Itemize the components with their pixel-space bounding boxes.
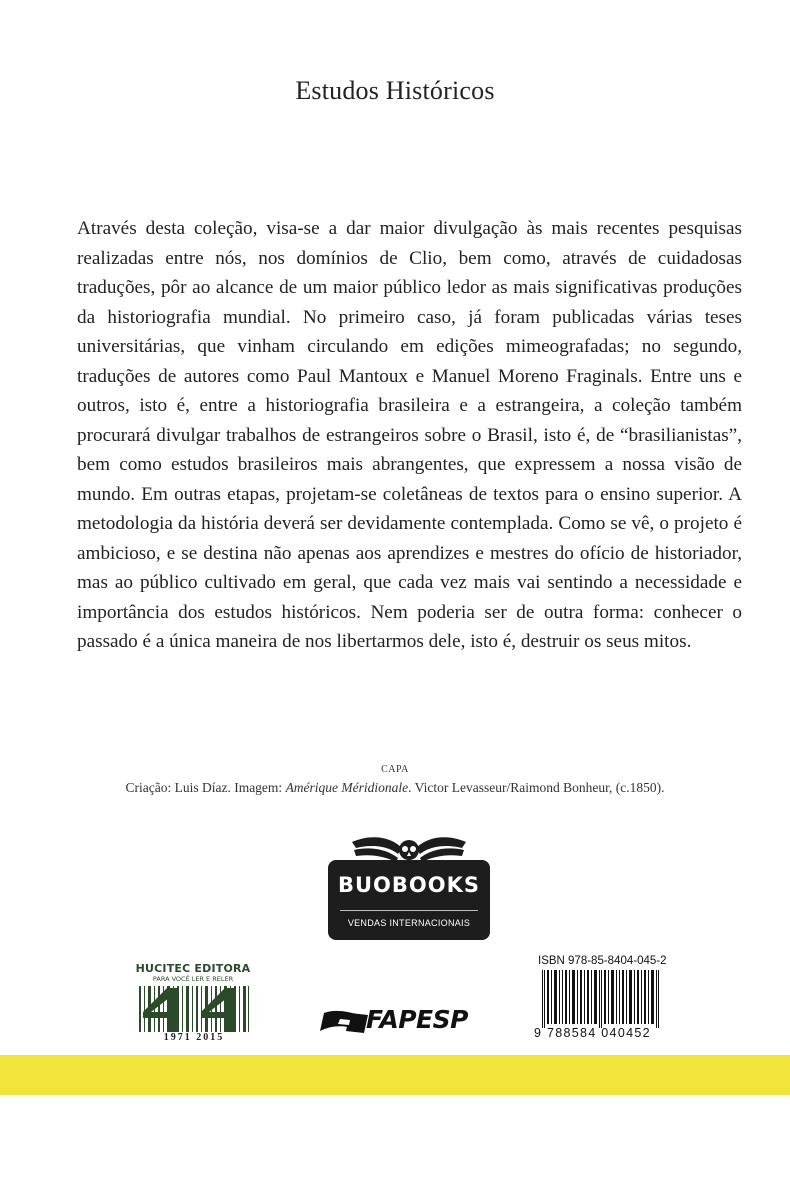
yellow-color-band (0, 1055, 790, 1095)
credits-prefix: Criação: Luis Díaz. Imagem: (125, 780, 286, 795)
isbn-barcode (534, 970, 668, 1028)
buobooks-divider (340, 910, 478, 911)
hucitec-years: 1971 2015 (163, 1032, 225, 1043)
hucitec-logo (133, 962, 253, 1042)
buobooks-badge (328, 860, 490, 940)
hucitec-name: HUCITEC EDITORA (135, 962, 251, 975)
hucitec-tagline: PARA VOCÊ LER E RELER (152, 975, 234, 983)
credits-suffix: . Victor Levasseur/Raimond Bonheur, (c.1850). (408, 780, 665, 795)
fapesp-wing-icon (320, 1009, 368, 1035)
anniversary-44-mark (137, 984, 251, 1034)
isbn-label: ISBN 978-85-8404-045-2 (538, 955, 667, 967)
credits-image-title: Amérique Méridionale (285, 780, 409, 795)
fapesp-name: FAPESP (366, 1005, 468, 1034)
page-title: Estudos Históricos (295, 76, 495, 105)
collection-description: Através desta coleção, visa-se a dar maior divulgação às mais recentes pesquisas realizadas entre nós, nos domínios de Clio, bem como, através de cuidadosas traduções, pôr ao alcance de um maior público ledor as mais significativas produções da historiografia mundial. No primeiro caso, já foram publicadas várias teses universitárias, que vinham circulando em edições mimeografadas; no segundo, traduções de autores como Paul Mantoux e Manuel Moreno Fraginals. Entre uns e outros, isto é, entre a historiografia brasileira e a estrangeira, a coleção também procurará divulgar trabalhos de estrangeiros sobre o Brasil, isto é, de “brasilianistas”, bem como estudos brasileiros mais abrangentes, que expressem a nossa visão de mundo. Em outras etapas, projetam-se coletâneas de textos para o ensino superior. A metodologia da história deverá ser devidamente contemplada. Como se vê, o projeto é ambicioso, e se destina não apenas aos aprendizes e mestres do ofício de historiador, mas ao público cultivado em geral, que cada vez mais vai sentindo a necessidade e importância dos estudos históricos. Nem poderia ser de outra forma: conhecer o passado é a única maneira de nos libertarmos dele, isto é, destruir os seus mitos. (77, 218, 742, 652)
isbn-digits: 9 788584 040452 (534, 1026, 651, 1040)
fapesp-logo (320, 1003, 480, 1039)
buobooks-logo (328, 832, 490, 940)
buobooks-name: BUOBOOKS (337, 873, 481, 897)
cover-credits-label: CAPA (381, 764, 409, 775)
cover-credits (0, 780, 790, 796)
buobooks-subtitle: VENDAS INTERNACIONAIS (347, 918, 471, 928)
